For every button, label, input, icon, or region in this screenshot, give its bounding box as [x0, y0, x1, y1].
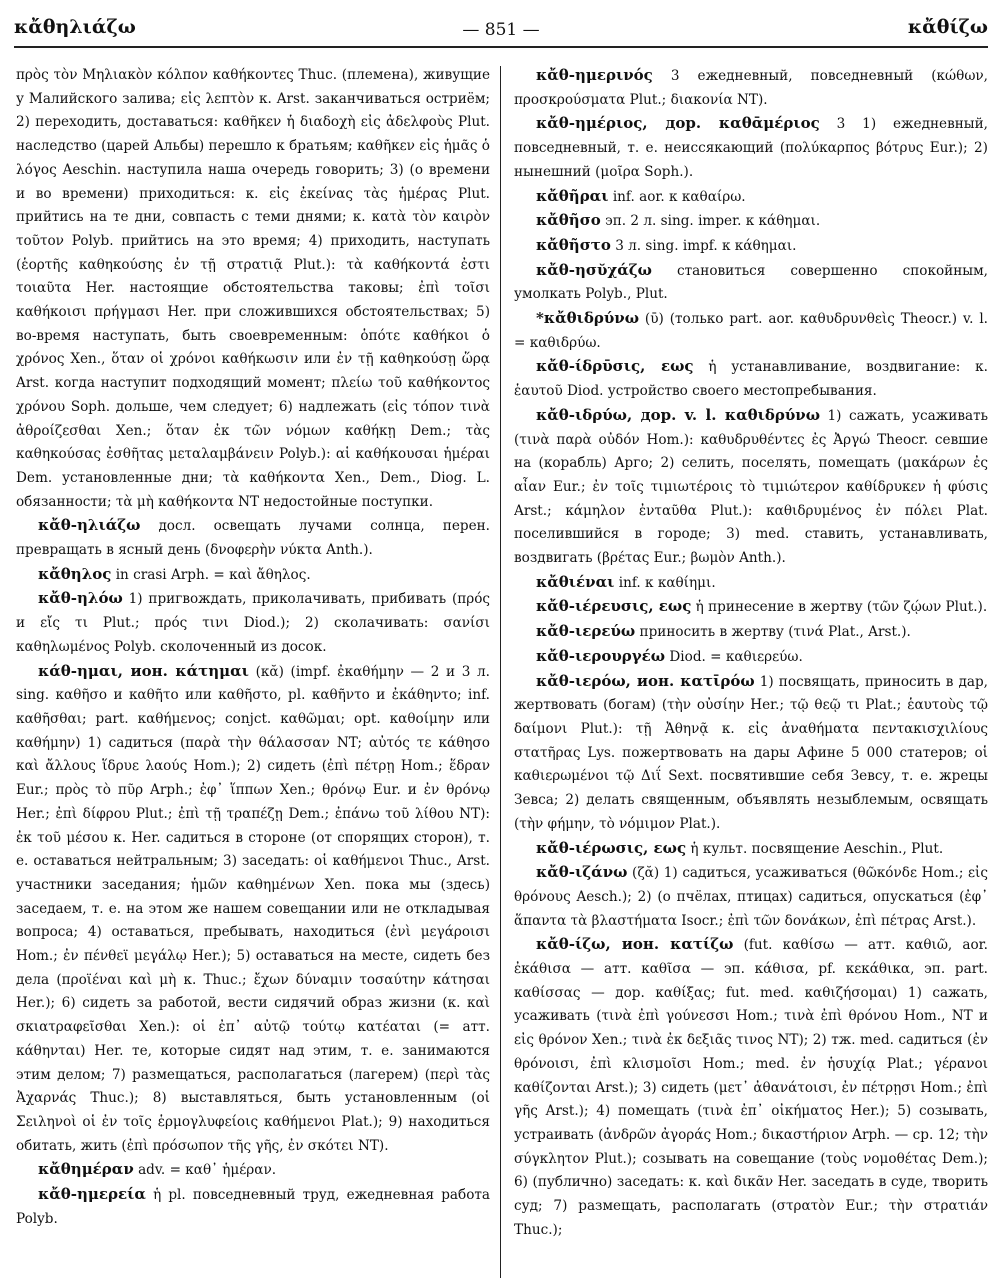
entry-text: ἡ устанавливание, воздвигание: κ. ἑαυτοῦ Diod. устройство своего местопребывания. — [514, 359, 988, 400]
left-running-headword: κἄθηλιάζω — [14, 16, 136, 38]
dictionary-entry — [514, 185, 988, 210]
dictionary-entry — [514, 595, 988, 620]
entry-lemma: *κἄθιδρύνω — [536, 309, 639, 328]
entry-text: (ζᾰ) 1) садиться, усаживаться (θῶκόνδε Hom.; εἰς θρόνους Aesch.); 2) (о пчёлах, птицах) садиться, опускаться (ἐφ᾽ ἅπαντα τὰ βλαστήματα Isocr.; ἐπὶ τῶν δονάκων, ἐπὶ πέτρας Arst.). — [514, 865, 988, 929]
entry-lemma: κἄθ-ημερεία — [38, 1185, 146, 1204]
entry-lemma: κἄθ-ίδρῡσις, εως — [536, 357, 694, 376]
column-divider — [500, 66, 501, 1278]
entry-lemma: κἄθ-ησῠχάζω — [536, 260, 652, 279]
entry-lemma: κἄθ-ιέρωσις, εως — [536, 838, 687, 857]
dictionary-entry — [514, 112, 988, 184]
dictionary-entry — [514, 645, 988, 670]
entry-lemma: κἄθῆραι — [536, 186, 609, 205]
dictionary-entry — [514, 404, 988, 571]
dictionary-entry — [514, 259, 988, 307]
entry-lemma: κἄθ-ιζάνω — [536, 863, 628, 882]
right-column — [514, 64, 988, 1278]
dictionary-entry — [514, 307, 988, 355]
entry-text: 3 ежедневный, повседневный (κώθων, προσκρούσματα Plut.; διακονία NT). — [514, 68, 988, 108]
entry-text: досл. освещать лучами солнца, перен. превращать в ясный день (δνοφερὴν νύκτα Anth.). — [16, 518, 490, 559]
dictionary-entry — [16, 587, 490, 659]
dictionary-entry — [16, 514, 490, 562]
entry-text: 1) пригвождать, приколачивать, прибивать (πρός и εἴς τι Plut.; πρός τινι Diod.); 2) сколачивать: σανίσι καθηλωμένος Polyb. сколоченный из досок. — [16, 591, 490, 655]
dictionary-entry — [514, 64, 988, 112]
entry-lemma: κἄθ-ημέριος, дор. καθᾱμέριος — [536, 114, 820, 133]
entry-text: πρὸς τὸν Μηλιακὸν κόλπον καθήκοντες Thuc. (племена), живущие у Малийского залива; εἰς λεπτὸν κ. Arst. заканчиваться остриём; 2) переходить, доставаться: καθῆκεν ἡ διαδοχὴ εἰς ἀδελφοὺς Plut. наследство (царей Альбы) перешло к братьям; καθῆκεν εἰς ἡμᾶς ὁ λόγος Aeschin. наступила наша очередь говорить; 3) (о времени и во времени) приходиться: κ. εἰς ἐκείνας τὰς ἡμέρας Plut. прийтись на те дни, совпасть с теми днями; κ. κατὰ τὸν καιρὸν τοῦτον Polyb. прийтись на это время; 4) приходить, наступать (ἑορτῆς καθηκούσης ἐν τῇ στρατιᾷ Plut.): τὰ καθήκοντά ἐστι τοιαῦτα Her. настоящие обстоятельства таковы; ἐπὶ τοῖσι καθήκοισι πρήγμασι Her. при сложившихся обстоятельствах; 5) во-время наступать, быть своевременным: ὁπότε καθήκοι ὁ χρόνος Xen., ὅταν οἱ χρόνοι καθήκωσιν или ἐν τῇ καθηκούσῃ ὥρᾳ Arst. когда наступит подходящий момент; πλείω τοῦ καθήκοντος χρόνου Soph. дольше, чем следует; 6) надлежать (εἰς τόπον τινὰ ἀθροίζεσθαι Xen.; ὅταν ἐκ τῶν νόμων καθήκῃ Dem.; τὰς καθηκούσας ἐσθῆτας μεταλαμβάνειν Polyb.): αἱ καθήκουσαι ἡμέραι Dem. установленные дни; τὰ καθήκοντα Xen., Dem., Diog. L. обязанности; τὰ μὴ καθήκοντα NT недостойные поступки. — [16, 67, 490, 510]
entry-text: становиться совершенно спокойным, умолкать Polyb., Plut. — [514, 262, 988, 303]
entry-text: (fut. καθίσω — атт. καθιῶ, aor. ἐκάθισα — атт. καθῖσα — эп. κάθισα, pf. κεκάθικα, эп. part. καθίσσας — дор. καθίξας; fut. med. καθιζήσομαι) 1) сажать, усаживать (τινὰ ἐπὶ γούνεσσι Hom.; τινὰ ἐπὶ θρόνου Hom., NT и εἰς θρόνον Xen.; τινὰ ἐκ δεξιᾶς τινος NT); 2) тж. med. садиться (ἐν θρόνοισι, ἐπὶ κλισμοῖσι Hom.; med. ἐν ἡσυχίᾳ Plat.; γέρανοι καθίζονται Arst.); 3) сидеть (μετ᾽ ἀθανάτοισι, ἐν πέτρῃσι Hom.; ἐπὶ γῆς Arst.); 4) помещать (τινὰ ἐπ᾽ οἰκήματος Her.); 5) созывать, устраивать (ἀνδρῶν ἀγοράς Hom.; δικαστήριον Arph. — ср. 12; τὴν σύγκλητον Plut.); созывать на совещание (τοὺς νομοθέτας Dem.); 6) (публично) заседать: κ. καὶ δικᾶν Her. заседать в суде, творить суд; 7) размещать, располагать (στρατὸν Eur.; τὴν στρατιάν Thuc.); — [514, 937, 988, 1238]
entry-text: inf. к καθίημι. — [618, 574, 716, 591]
entry-text: 3 1) ежедневный, повседневный, т. е. неиссякающий (πολύκαρπος βότρυς Eur.); 2) нынешний (μοῖρα Soph.). — [514, 116, 988, 180]
entry-text: 1) сажать, усаживать (τινὰ παρὰ οὐδόν Hom.): καθυδρυθέντες ἐς Ἀργώ Theocr. севшие на (корабль) Арго; 2) селить, поселять, помещать (μακάρων ἐς αἶαν Eur.; ἐν τοῖς τιμιωτέροις τὸ τιμιώτερον καθίδρυκεν ἡ φύσις Arst.; κάμηλον ἐνταῦθα Plut.): καθιδρυμένος ἐν πόλει Plat. поселившийся в городе; 3) med. ставить, устанавливать, воздвигать (βρέτας Eur.; βωμὸν Anth.). — [514, 407, 988, 567]
right-running-headword: κἄθίζω — [907, 16, 988, 38]
entry-text: adv. = καθ᾽ ἡμέραν. — [138, 1162, 277, 1179]
dictionary-entry — [16, 1183, 490, 1231]
dictionary-entry — [16, 660, 490, 1159]
dictionary-entry — [16, 563, 490, 588]
entry-lemma: κἄθ-ημερινός — [536, 66, 653, 84]
entry-lemma: κάθ-ημαι, ион. κάτημαι — [38, 661, 249, 680]
entry-text: приносить в жертву (τινά Plat., Arst.). — [639, 624, 911, 641]
entry-text: ἡ культ. посвящение Aeschin., Plut. — [690, 840, 944, 857]
entry-text: (κᾰ) (impf. ἐκαθήμην — 2 и 3 л. sing. καθῆσο и καθῆτο или καθῆστο, pl. καθῆντο и ἐκάθηντο; inf. καθῆσθαι; part. καθήμενος; conjct. καθῶμαι; opt. καθοίμην или καθήμην) 1) садиться (παρὰ τὴν θάλασσαν NT; αὐτός τε κάθησο καὶ ἄλλους ἵδρυε λαούς Hom.); 2) сидеть (ἐπὶ πέτρῃ Hom.; ἕδραν Eur.; πρὸς τὸ πῦρ Arph.; ἐφ᾽ ἵππων Xen.; θρόνῳ Eur. и ἐν θρόνῳ Her.; ἐπὶ δίφρου Plut.; ἐπὶ τῇ τραπέζῃ Dem.; ἐπάνω τοῦ λίθου NT): ἐκ τοῦ μέσου κ. Her. садиться в стороне (от спорящих сторон), т. е. оставаться нейтральным; 3) заседать: οἱ καθήμενοι Thuc., Arst. участники заседания; ἡμῶν καθημένων Xen. пока мы (здесь) заседаем, т. е. на этом же нашем совещании или не откладывая вопроса; 4) оставаться, пребывать, находиться (ἐνὶ μεγάροισι Hom.; ἐν πένθεϊ μεγάλῳ Her.); 5) оставаться на месте, сидеть без дела (προϊέναι καὶ μὴ κ. Thuc.; ἔχων δύναμιν τοσαύτην κάτησαι Her.); 6) сидеть за работой, вести сидячий образ жизни (κ. καὶ σκιατραφεῖσθαι Xen.): οἱ ἐπ᾽ αὐτῷ τούτῳ κατέαται (= атт. κάθηνται) Her. те, которые сидят над этим, т. е. занимаются этим делом; 7) размещаться, располагаться (лагерем) (περὶ τὰς Ἀχαρνάς Thuc.); 8) выставляться, быть установленным (οἱ Σειληνοὶ οἱ ἐν τοῖς ἑρμογλυφείοις καθήμενοι Plat.); 9) находиться обитать, жить (ἐπὶ πρόσωπον τῆς γῆς, ἐν σκότει NT). — [16, 663, 490, 1154]
dictionary-entry — [514, 670, 988, 837]
dictionary-entry — [514, 209, 988, 234]
dictionary-entry — [514, 837, 988, 862]
entry-lemma: κἄθ-ιέρευσις, εως — [536, 597, 692, 616]
entry-text: ἡ принесение в жертву (τῶν ζῴων Plut.). — [695, 599, 988, 616]
dictionary-entry — [514, 234, 988, 259]
entry-text: ἡ pl. повседневный труд, ежедневная работа Polyb. — [16, 1187, 490, 1227]
dictionary-entry — [16, 64, 490, 514]
entry-lemma: κἄθιέναι — [536, 572, 615, 591]
entry-lemma: κἄθῆστο — [536, 235, 611, 254]
entry-text: эп. 2 л. sing. imper. к κάθημαι. — [605, 213, 821, 230]
entry-text: (ῡ) (только part. aor. καθυδρυνθεὶς Theocr.) v. l. = καθιδρύω. — [514, 311, 988, 351]
dictionary-entry — [16, 1158, 490, 1183]
entry-text: in crasi Arph. = καὶ ἄθηλος. — [115, 566, 311, 583]
entry-lemma: κἄθ-ίζω, ион. κατίζω — [536, 935, 734, 954]
entry-text: inf. aor. к καθαίρω. — [612, 188, 746, 205]
entry-text: Diod. = καθιερεύω. — [669, 648, 803, 665]
entry-lemma: κἄθῆσο — [536, 211, 601, 230]
entry-lemma: κἄθ-ιερουργέω — [536, 646, 666, 665]
dictionary-entry — [514, 861, 988, 933]
entry-lemma: κἄθ-ιερόω, ион. κατῑρόω — [536, 671, 755, 690]
entry-text: 3 л. sing. impf. к κάθημαι. — [615, 237, 797, 254]
entry-lemma: κἄθ-ιδρύω, дор. v. l. καθιδρύνω — [536, 405, 820, 424]
page-number: — 851 — — [462, 20, 540, 40]
entry-lemma: κἄθημέραν — [38, 1160, 134, 1179]
left-column — [16, 64, 490, 1278]
entry-lemma: κἄθηλος — [38, 564, 112, 583]
entry-lemma: κἄθ-ηλιάζω — [38, 516, 141, 535]
dictionary-entry — [514, 355, 988, 403]
page-header — [14, 8, 988, 48]
entry-text: 1) посвящать, приносить в дар, жертвовать (богам) (τὴν οὐσίην Her.; τῷ θεῷ τι Plat.; ἑαυτοὺς τῷ δαίμονι Plut.): τῇ Ἀθηνᾷ κ. εἰς ἀναθήματα πεντακισχιλίους στατῆρας Lys. пожертвовать на дары Афине 5 000 статеров; οἱ καθιερωμένοι τῷ Διΐ Sext. посвятившие себя Зевсу, т. е. жрецы Зевса; 2) делать священным, объявлять незыблемым, освящать (τὴν φήμην, τὸ νόμιμον Plat.). — [514, 673, 988, 832]
entry-lemma: κἄθ-ιερεύω — [536, 622, 636, 641]
dictionary-entry — [514, 933, 988, 1242]
entry-lemma: κἄθ-ηλόω — [38, 589, 123, 608]
dictionary-entry — [514, 620, 988, 645]
dictionary-entry — [514, 571, 988, 596]
